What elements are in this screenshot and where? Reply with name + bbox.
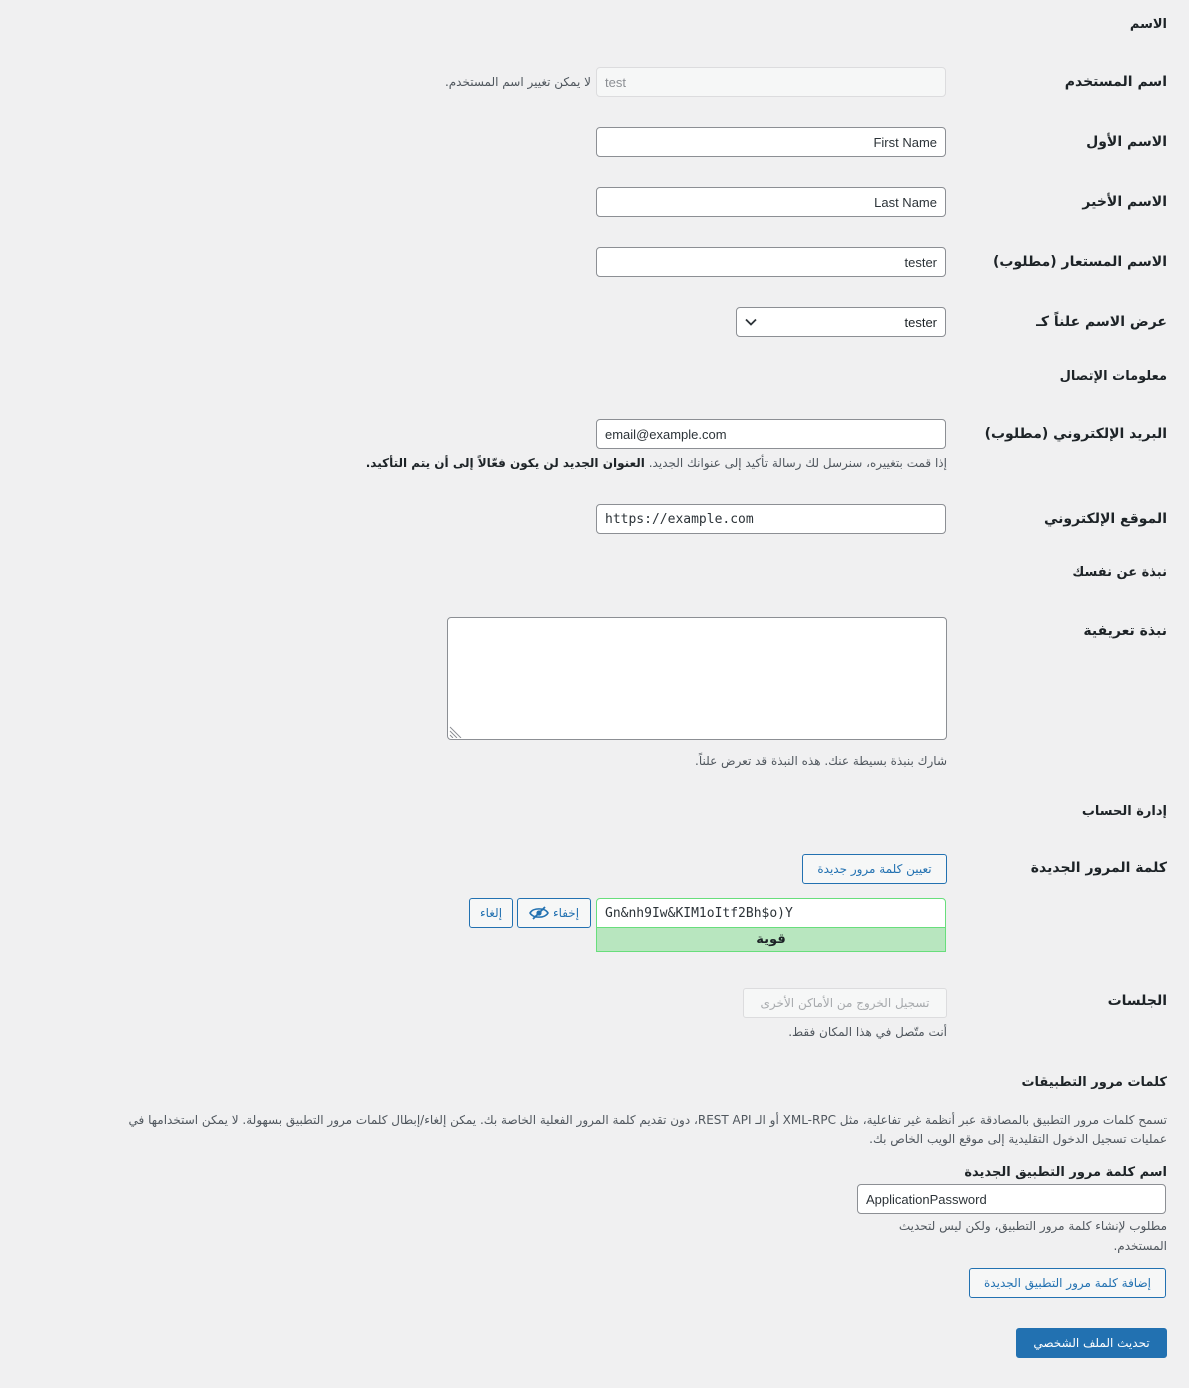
new-password-label: كلمة المرور الجديدة — [1030, 860, 1167, 876]
first-name-input[interactable]: First Name — [596, 127, 946, 157]
section-heading-account: إدارة الحساب — [1081, 804, 1167, 819]
first-name-label: الاسم الأول — [1086, 134, 1167, 150]
sessions-label: الجلسات — [1107, 993, 1167, 1009]
add-app-password-button[interactable]: إضافة كلمة مرور التطبيق الجديدة — [969, 1268, 1166, 1298]
display-name-selected-value: tester — [904, 314, 937, 330]
section-heading-contact: معلومات الإتصال — [1059, 369, 1167, 384]
email-note-bold: العنوان الجديد لن يكون فعّالاً إلى أن يتم التأكيد. — [365, 456, 645, 470]
new-app-password-note-line2: المستخدم. — [1113, 1239, 1167, 1253]
username-label: اسم المستخدم — [1064, 74, 1167, 90]
cancel-password-button[interactable]: إلغاء — [469, 898, 513, 928]
hide-password-label: إخفاء — [552, 906, 580, 920]
eye-slash-icon — [529, 906, 549, 920]
new-app-password-note-line1: مطلوب لإنشاء كلمة مرور التطبيق، ولكن ليس لتحديث — [898, 1219, 1167, 1233]
display-name-label: عرض الاسم علناً كـ — [1036, 314, 1167, 330]
new-app-password-name-input[interactable]: ApplicationPassword — [857, 1184, 1166, 1214]
nickname-input[interactable]: tester — [596, 247, 946, 277]
resize-handle-icon[interactable] — [448, 722, 464, 742]
section-heading-name: الاسم — [1129, 17, 1167, 32]
password-strength-meter: قوية — [596, 927, 946, 952]
chevron-down-icon — [745, 318, 757, 326]
website-label: الموقع الإلكتروني — [1044, 511, 1167, 527]
display-name-select[interactable] — [736, 307, 946, 337]
bio-textarea[interactable] — [447, 617, 947, 740]
email-note-plain: إذا قمت بتغييره، سنرسل لك رسالة تأكيد إلى عنوانك الجديد. — [648, 456, 947, 470]
update-profile-button[interactable]: تحديث الملف الشخصي — [1016, 1328, 1167, 1358]
last-name-input[interactable]: Last Name — [596, 187, 946, 217]
app-passwords-description-line1: تسمح كلمات مرور التطبيق بالمصادقة عبر أنظمة غير تفاعلية، مثل XML-RPC أو الـ REST API، دون تقديم كلمة المرور الفعلية الخاصة بك. يمكن إلغاء/إبطال كلمات مرور التطبيق بسهولة. لا يمكن استخدامها في — [128, 1113, 1167, 1127]
email-note — [366, 456, 947, 470]
email-label: البريد الإلكتروني (مطلوب) — [984, 426, 1167, 442]
website-input[interactable]: https://example.com — [596, 504, 946, 534]
new-app-password-name-label: اسم كلمة مرور التطبيق الجديدة — [964, 1165, 1167, 1180]
nickname-label: الاسم المستعار (مطلوب) — [992, 254, 1167, 270]
email-input[interactable]: email@example.com — [596, 419, 946, 449]
username-note: لا يمكن تغيير اسم المستخدم. — [444, 75, 591, 89]
password-input[interactable]: Gn&nh9Iw&KIM1oItf2Bh$o)Y — [596, 898, 946, 928]
bio-label: نبذة تعريفية — [1083, 623, 1167, 639]
set-new-password-button[interactable]: تعيين كلمة مرور جديدة — [802, 854, 947, 884]
last-name-label: الاسم الأخير — [1082, 194, 1167, 210]
sessions-note: أنت متّصل في هذا المكان فقط. — [788, 1025, 947, 1039]
hide-password-button[interactable] — [517, 898, 591, 928]
bio-note: شارك بنبذة بسيطة عنك. هذه النبذة قد تعرض علناً. — [695, 754, 947, 768]
logout-everywhere-button: تسجيل الخروج من الأماكن الأخرى — [743, 988, 947, 1018]
section-heading-about: نبذة عن نفسك — [1072, 565, 1167, 580]
section-heading-app-passwords: كلمات مرور التطبيقات — [1021, 1075, 1167, 1090]
app-passwords-description-line2: عمليات تسجيل الدخول التقليدية إلى موقع الويب الخاص بك. — [869, 1132, 1167, 1146]
username-input: test — [596, 67, 946, 97]
